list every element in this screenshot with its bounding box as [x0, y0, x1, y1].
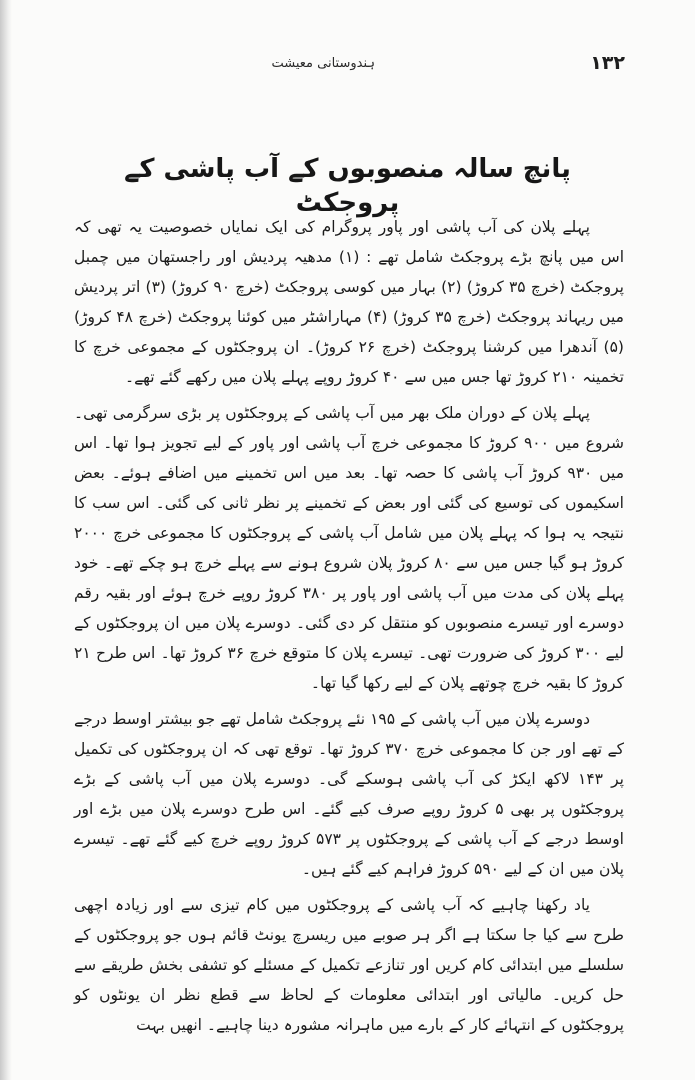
running-head: [70, 52, 625, 82]
running-head-title: ہندوستانی معیشت: [271, 56, 375, 71]
binding-shadow: [0, 0, 12, 1080]
paragraph: یاد رکھنا چاہیے کہ آب پاشی کے پروجکٹوں میں کام تیزی سے اور زیادہ اچھی طرح سے کیا جا سکتا ہے اگر ہر صوبے میں ریسرچ یونٹ قائم ہوں جو پروجکٹوں کے سلسلے میں ابتدائی کام کریں اور تنازعے تکمیل کے مسئلے کو تشفی بخش طریقے سے حل کریں۔ مالیاتی اور ابتدائی معلومات کے لحاظ سے قطع نظر ان یونٹوں کو پروجکٹوں کے انتہائے کار کے بارے میں ماہرانہ مشورہ دینا چاہیے۔ انھیں بہت: [74, 896, 624, 1034]
paragraph: پہلے پلان کی آب پاشی اور پاور پروگرام کی ایک نمایاں خصوصیت یہ تھی کہ اس میں پانچ بڑے پروجکٹ شامل تھے : (۱) مدھیہ پردیش اور راجستھان میں چمبل پروجکٹ (خرچ ۳۵ کروڑ) (۲) بہار میں کوسی پروجکٹ (خرچ ۹۰ کروڑ) (۳) اتر پردیش میں ریہاند پروجکٹ (خرچ ۳۵ کروڑ) (۴) مہاراشٹر میں کوئنا پروجکٹ (خرچ ۴۸ کروڑ) (۵) آندھرا میں کرشنا پروجکٹ (خرچ ۲۶ کروڑ)۔ ان پروجکٹوں کے مجموعی خرچ کا تخمینہ ۲۱۰ کروڑ تھا جس میں سے ۴۰ کروڑ روپے پہلے پلان میں رکھے گئے تھے۔: [74, 218, 624, 386]
paragraph: پہلے پلان کے دوران ملک بھر میں آب پاشی کے پروجکٹوں پر بڑی سرگرمی تھی۔ شروع میں ۹۰۰ کروڑ کا مجموعی خرچ آب پاشی اور پاور کے لیے تجویز ہوا تھا۔ اس میں ۹۳۰ کروڑ آب پاشی کا حصہ تھا۔ بعد میں اس تخمینے میں اضافے ہوئے۔ بعض اسکیموں کی توسیع کی گئی اور بعض کے تخمینے پر نظر ثانی کی گئی۔ اس سب کا نتیجہ یہ ہوا کہ پہلے پلان میں شامل آب پاشی کے پروجکٹوں کا مجموعی خرچ ۲۰۰۰ کروڑ ہو گیا جس میں سے ۸۰ کروڑ پلان شروع ہونے سے پہلے خرچ ہو چکے تھے۔ خود پہلے پلان کی مدت میں آب پاشی اور پاور پر ۳۸۰ کروڑ روپے خرچ ہوئے اور بقیہ رقم دوسرے اور تیسرے منصوبوں کو منتقل کر دی گئی۔ دوسرے پلان میں ان پروجکٹوں کے لیے ۳۰۰ کروڑ کی ضرورت تھی۔ تیسرے پلان کا متوقع خرچ ۳۶ کروڑ تھا۔ اس طرح ۲۱ کروڑ کا بقیہ خرچ چوتھے پلان کے لیے رکھا گیا تھا۔: [74, 404, 625, 692]
chapter-title: پانچ سالہ منصوبوں کے آب پاشی کے پروجکٹ: [124, 154, 571, 218]
body-text: [74, 212, 624, 1046]
paragraph: دوسرے پلان میں آب پاشی کے ۱۹۵ نئے پروجکٹ شامل تھے جو بیشتر اوسط درجے کے تھے اور جن کا مجموعی خرچ ۳۷۰ کروڑ تھا۔ توقع تھی کہ ان پروجکٹوں کی تکمیل پر ۱۴۳ لاکھ ایکڑ کی آب پاشی ہوسکے گی۔ دوسرے پلان میں آب پاشی کے بڑے پروجکٹوں پر بھی ۵ کروڑ روپے صرف کیے گئے۔ اس طرح دوسرے پلان میں بڑے اور اوسط درجے کے آب پاشی کے پروجکٹوں پر ۵۷۳ کروڑ روپے خرچ کیے گئے تھے۔ تیسرے پلان میں ان کے لیے ۵۹۰ کروڑ فراہم کیے گئے ہیں۔: [74, 710, 624, 878]
page-number: ۱۳۲: [590, 52, 625, 74]
